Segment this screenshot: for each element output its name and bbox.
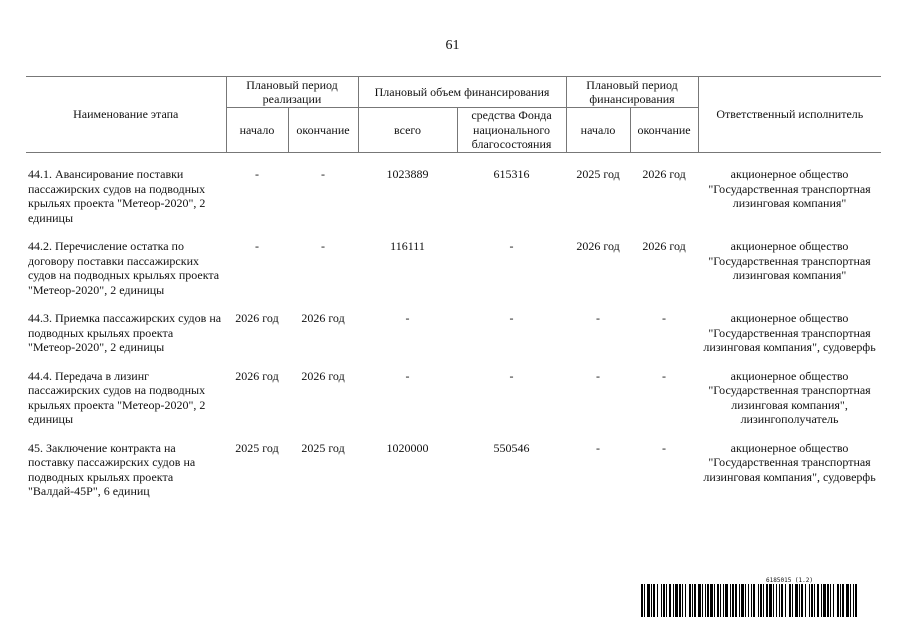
stage-cell: 44.1. Авансирование поставки пассажирских судов на подводных крыльях проекта "Метеор-2020", 2 единицы [28, 167, 206, 225]
header-fin-start: начало [566, 108, 630, 153]
fin-start-cell: 2026 год [576, 239, 620, 253]
start-cell: - [255, 167, 259, 181]
barcode-bar [735, 584, 737, 617]
barcode-bar [679, 584, 681, 617]
barcode-bar [827, 584, 829, 617]
stage-cell: 44.3. Приемка пассажирских судов на подводных крыльях проекта "Метеор-2020", 2 единицы [28, 311, 222, 354]
barcode-bar [702, 584, 703, 617]
start-cell: - [255, 239, 259, 253]
header-responsible: Ответственный исполнитель [698, 77, 881, 153]
start-cell: 2026 год [235, 311, 279, 325]
barcode-bar [855, 584, 857, 617]
total-cell: 116111 [390, 239, 425, 253]
barcode-bar [821, 584, 822, 617]
responsible-cell: акционерное общество "Государственная транспортная лизинговая компания", судоверфь [703, 311, 876, 354]
header-planned-period: Плановый период реализации [226, 77, 358, 108]
table-row [26, 369, 881, 441]
barcode-bar [823, 584, 826, 617]
barcode-bar [809, 584, 810, 617]
barcode-bar [817, 584, 819, 617]
barcode-bar [830, 584, 831, 617]
header-end: окончание [288, 108, 358, 153]
barcode-bar [846, 584, 849, 617]
barcode-bar [682, 584, 683, 617]
table-row [26, 167, 881, 239]
total-cell: - [405, 311, 410, 325]
barcode-bar [776, 584, 777, 617]
responsible-cell: акционерное общество "Государственная транспортная лизинговая компания" [708, 239, 871, 282]
barcode-bar [814, 584, 815, 617]
barcode-bar [766, 584, 768, 617]
page-number: 61 [445, 38, 460, 53]
fin-start-cell: - [596, 440, 601, 455]
barcode-bar [723, 584, 724, 617]
start-cell: 2026 год [235, 368, 279, 383]
total-cell: - [405, 368, 410, 383]
fin-start-cell: - [596, 368, 601, 383]
fin-start-cell: - [596, 311, 601, 325]
barcode-bar [720, 584, 721, 617]
barcode-bar [789, 584, 791, 617]
barcode-bar [717, 584, 719, 617]
barcode-bar [795, 584, 798, 617]
header-planned-financing: Плановый объем финансирования [358, 77, 566, 108]
barcode-bar [853, 584, 854, 617]
barcode-bar [801, 584, 803, 617]
table-row [26, 239, 881, 311]
barcode-bar [692, 584, 693, 617]
end-cell: 2026 год [301, 368, 345, 383]
barcode-bar [779, 584, 780, 617]
barcode-bar [760, 584, 762, 617]
barcode-bar [714, 584, 715, 617]
barcode-bar [792, 584, 793, 617]
barcode-bar [666, 584, 667, 617]
end-cell: - [321, 239, 325, 253]
stages-table [26, 76, 881, 513]
nwf-cell: - [509, 239, 514, 253]
barcode-bar [641, 584, 643, 617]
barcode-bar [651, 584, 652, 617]
barcode-bar [644, 584, 645, 617]
start-cell: 2025 год [235, 440, 279, 455]
barcode-bar [842, 584, 844, 617]
barcode-bar [673, 584, 674, 617]
barcode-bar [725, 584, 728, 617]
header-financing-period: Плановый период финансирования [566, 77, 698, 108]
barcode-bar [705, 584, 706, 617]
responsible-cell: акционерное общество "Государственная транспортная лизинговая компания", судоверфь [703, 440, 876, 484]
barcode-bar [663, 584, 665, 617]
barcode-bar [675, 584, 678, 617]
barcode-bar [732, 584, 734, 617]
fin-end-cell: 2026 год [642, 167, 686, 181]
table-row [26, 311, 881, 369]
barcode-bar [653, 584, 655, 617]
barcode-bar [753, 584, 755, 617]
barcode-icon [641, 584, 857, 617]
total-cell: 1020000 [386, 440, 429, 455]
total-cell: 1023889 [386, 167, 429, 181]
barcode-bar [685, 584, 686, 617]
stage-cell: 44.4. Передача в лизинг пассажирских судов на подводных крыльях проекта "Метеор-2020", 2 единицы [28, 368, 206, 426]
stage-cell: 44.2. Перечисление остатка по договору поставки пассажирских судов на подводных крыльях проекта "Метеор-2020", 2 единицы [28, 239, 220, 297]
barcode-bar [661, 584, 662, 617]
barcode-bar [769, 584, 772, 617]
fin-end-cell: - [662, 440, 667, 455]
fin-end-cell: - [662, 368, 667, 383]
end-cell: 2026 год [301, 311, 345, 325]
barcode-bar [698, 584, 701, 617]
stage-cell: 45. Заключение контракта на поставку пассажирских судов на подводных крыльях проекта "Валдай-45Р", 6 единиц [28, 440, 196, 498]
end-cell: 2025 год [301, 440, 345, 455]
barcode-bar [811, 584, 813, 617]
barcode-bar [840, 584, 841, 617]
barcode-bar [781, 584, 783, 617]
barcode-bar [730, 584, 731, 617]
barcode-bar [758, 584, 759, 617]
barcode-bar [694, 584, 696, 617]
barcode-bar [773, 584, 774, 617]
header-nwf: средства Фонда национального благосостояния [457, 108, 566, 153]
barcode-bar [751, 584, 752, 617]
barcode-bar [710, 584, 713, 617]
fin-start-cell: 2025 год [576, 167, 620, 181]
responsible-cell: акционерное общество "Государственная транспортная лизинговая компания", лизингополучатель [708, 368, 871, 426]
end-cell: - [321, 167, 325, 181]
barcode-number: 6185015 (1.2) [766, 577, 813, 584]
nwf-cell: 550546 [493, 440, 530, 455]
barcode-bar [833, 584, 834, 617]
fin-end-cell: 2026 год [642, 239, 686, 253]
barcode-bar [707, 584, 709, 617]
barcode-bar [657, 584, 658, 617]
barcode [641, 577, 857, 617]
barcode-bar [739, 584, 740, 617]
nwf-cell: 615316 [493, 167, 530, 181]
barcode-bar [763, 584, 764, 617]
barcode-bar [748, 584, 749, 617]
barcode-bar [669, 584, 671, 617]
barcode-bar [805, 584, 806, 617]
header-start: начало [226, 108, 288, 153]
header-total: всего [358, 108, 457, 153]
header-stage-name: Наименование этапа [26, 77, 226, 153]
barcode-bar [647, 584, 650, 617]
barcode-bar [689, 584, 691, 617]
barcode-bar [799, 584, 800, 617]
barcode-bar [850, 584, 851, 617]
header-fin-end: окончание [630, 108, 698, 153]
barcode-bar [785, 584, 786, 617]
nwf-cell: - [509, 311, 514, 325]
responsible-cell: акционерное общество "Государственная транспортная лизинговая компания" [708, 167, 871, 210]
table-row [26, 441, 881, 513]
nwf-cell: - [509, 368, 514, 383]
barcode-bar [837, 584, 839, 617]
barcode-bar [741, 584, 744, 617]
fin-end-cell: - [662, 311, 667, 325]
barcode-bar [745, 584, 746, 617]
